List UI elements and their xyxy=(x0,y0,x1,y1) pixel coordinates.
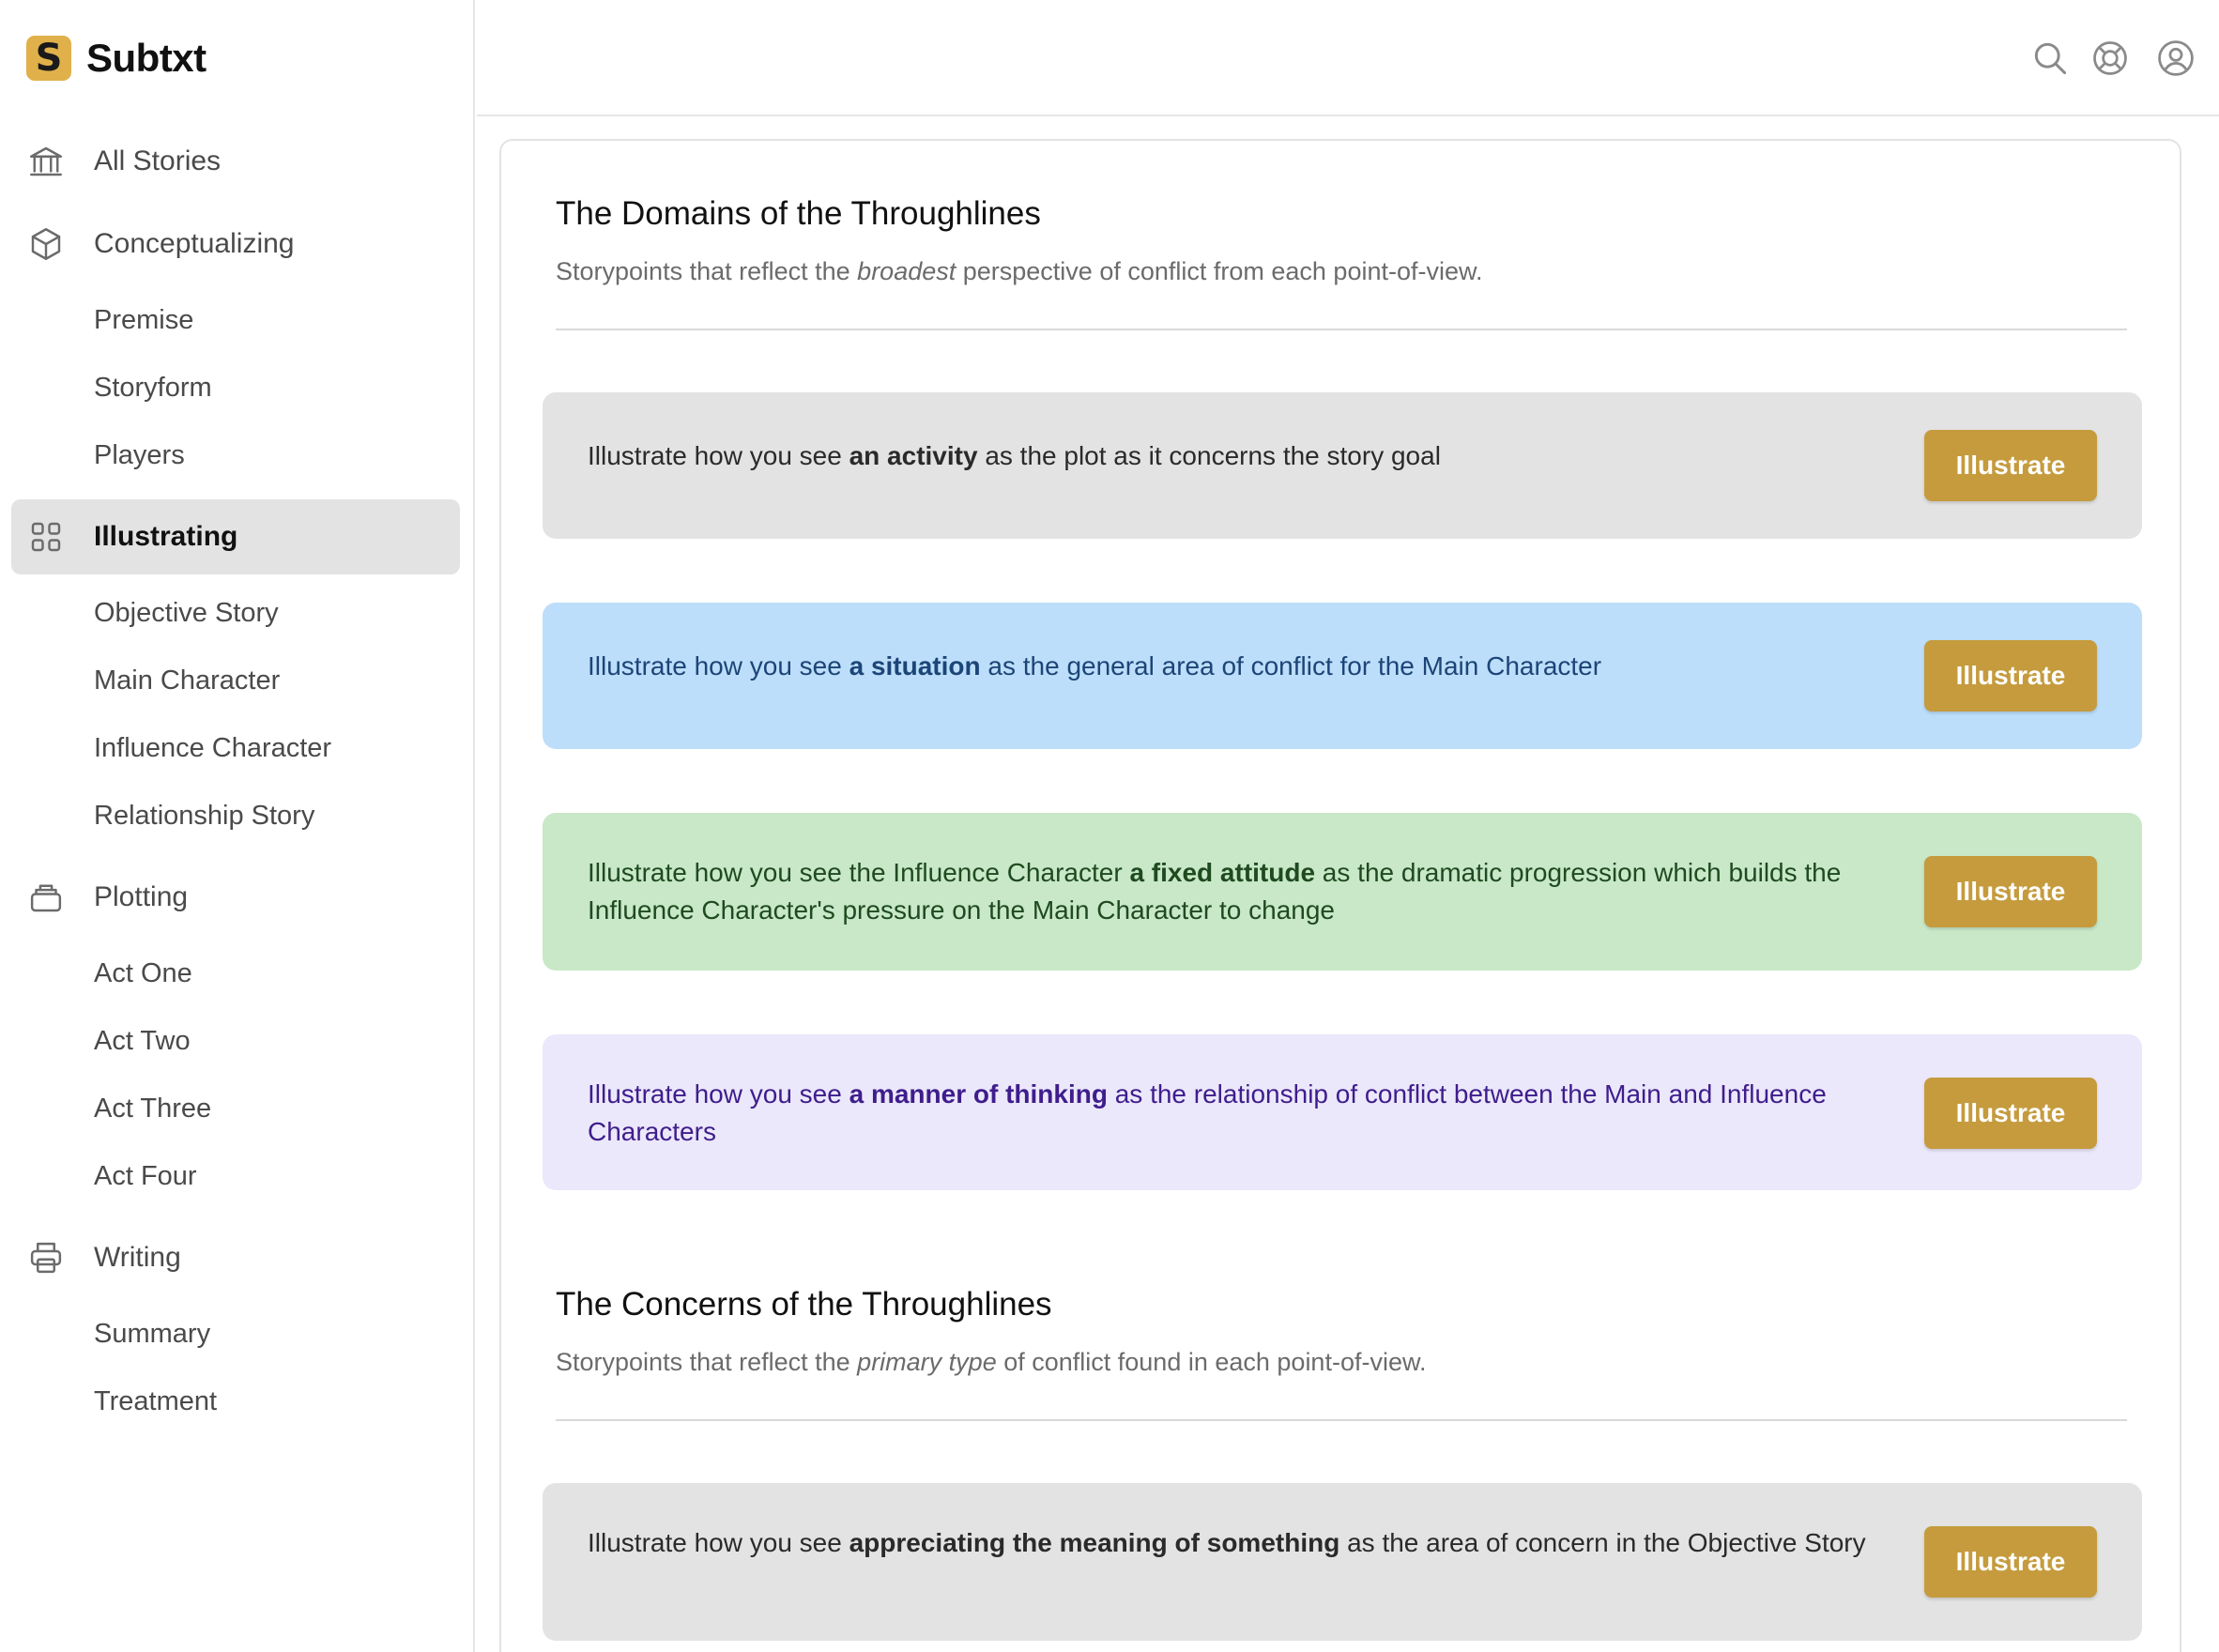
brand-logo-icon: S xyxy=(26,36,71,81)
illustrate-button[interactable]: Illustrate xyxy=(1924,856,2097,927)
illustrate-button[interactable]: Illustrate xyxy=(1924,640,2097,711)
sidebar-item-act-one[interactable]: Act One xyxy=(94,958,192,988)
sidebar-item-label: Illustrating xyxy=(94,521,238,552)
storypoint-row-main-character-domain xyxy=(543,603,2142,749)
grid-icon xyxy=(26,517,66,557)
sidebar xyxy=(0,0,475,1652)
sidebar-item-act-two[interactable]: Act Two xyxy=(94,1026,191,1056)
sidebar-item-storyform[interactable]: Storyform xyxy=(94,373,212,403)
domains-section-subtitle: Storypoints that reflect the broadest perspective of conflict from each point-of-view. xyxy=(556,257,1483,285)
library-icon xyxy=(26,142,66,181)
cube-icon xyxy=(26,224,66,264)
storypoint-row-objective-concern xyxy=(543,1483,2142,1641)
storypoint-text: Illustrate how you see an activity as the plot as it concerns the story goal xyxy=(588,441,1441,470)
sidebar-item-writing[interactable] xyxy=(11,1220,460,1295)
storypoint-text: Illustrate how you see a situation as the general area of conflict for the Main Character xyxy=(588,651,1602,681)
sidebar-item-label: Writing xyxy=(94,1242,181,1273)
sidebar-item-label: Conceptualizing xyxy=(94,228,295,259)
storypoint-text: Illustrate how you see the Influence Character a fixed attitude as the dramatic progression which builds the Influence Character's pressure on the Main Character to change xyxy=(588,858,1842,925)
illustrate-button[interactable]: Illustrate xyxy=(1924,1078,2097,1149)
section-divider xyxy=(556,1419,2127,1421)
sidebar-item-act-four[interactable]: Act Four xyxy=(94,1161,197,1191)
illustrate-button[interactable]: Illustrate xyxy=(1924,430,2097,501)
section-divider xyxy=(556,329,2127,330)
sidebar-item-illustrating[interactable] xyxy=(11,499,460,574)
brand-name: Subtxt xyxy=(86,36,207,80)
printer-icon xyxy=(26,1238,66,1277)
sidebar-item-objective-story[interactable]: Objective Story xyxy=(94,598,279,628)
storypoint-text: Illustrate how you see appreciating the meaning of something as the area of concern in the Objective Story xyxy=(588,1528,1866,1557)
sidebar-item-relationship-story[interactable]: Relationship Story xyxy=(94,801,315,831)
sidebar-item-plotting[interactable] xyxy=(11,860,460,935)
sidebar-item-players[interactable]: Players xyxy=(94,440,185,470)
sidebar-item-act-three[interactable]: Act Three xyxy=(94,1094,212,1124)
sidebar-item-main-character[interactable]: Main Character xyxy=(94,665,281,696)
sidebar-item-label: All Stories xyxy=(94,145,222,176)
sidebar-item-treatment[interactable]: Treatment xyxy=(94,1386,218,1416)
stack-icon xyxy=(26,878,66,917)
user-account-icon[interactable] xyxy=(2155,38,2196,79)
storypoint-row-objective-domain xyxy=(543,392,2142,539)
top-bar xyxy=(477,0,2219,116)
help-lifebuoy-icon[interactable] xyxy=(2089,38,2131,79)
sidebar-item-label: Plotting xyxy=(94,881,189,912)
sidebar-item-all-stories[interactable] xyxy=(11,124,460,199)
storypoint-text: Illustrate how you see a manner of thinking as the relationship of conflict between the Main and Influence Characters xyxy=(588,1079,1827,1146)
domains-section-title: The Domains of the Throughlines xyxy=(556,195,1041,232)
concerns-section-subtitle: Storypoints that reflect the primary type of conflict found in each point-of-view. xyxy=(556,1348,1427,1376)
illustrate-button[interactable]: Illustrate xyxy=(1924,1526,2097,1598)
storypoint-row-relationship-domain xyxy=(543,1034,2142,1190)
concerns-section-title: The Concerns of the Throughlines xyxy=(556,1286,1052,1323)
sidebar-item-influence-character[interactable]: Influence Character xyxy=(94,733,332,763)
brand[interactable] xyxy=(26,36,207,81)
sidebar-item-summary[interactable]: Summary xyxy=(94,1319,211,1349)
sidebar-item-premise[interactable]: Premise xyxy=(94,305,194,335)
storypoint-row-influence-character-domain xyxy=(543,813,2142,971)
main-content-card xyxy=(499,139,2181,1652)
sidebar-item-conceptualizing[interactable] xyxy=(11,206,460,282)
search-icon[interactable] xyxy=(2029,38,2071,79)
